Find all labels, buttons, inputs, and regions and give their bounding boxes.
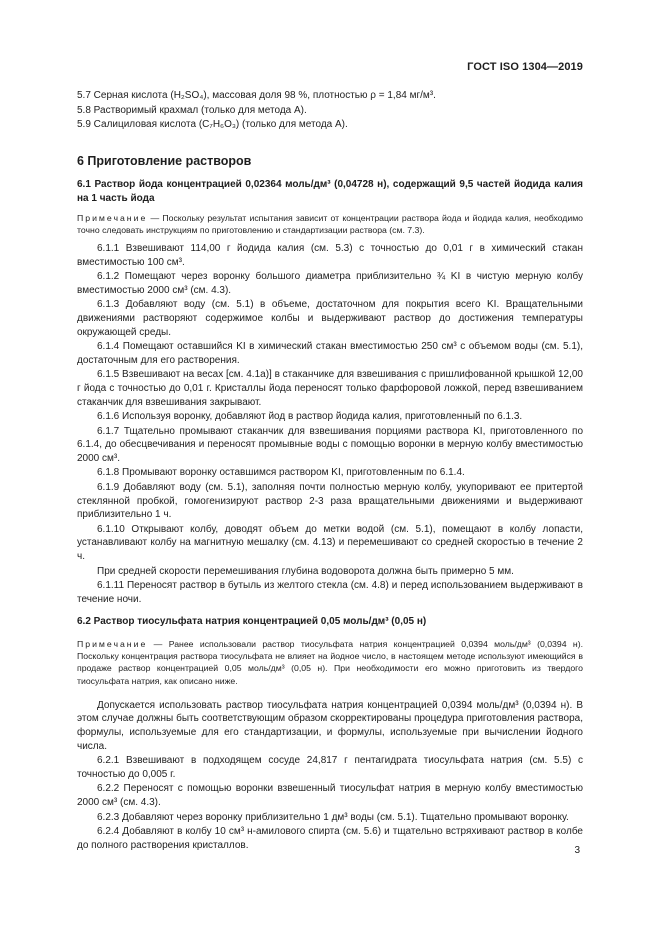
step-6-2-4: 6.2.4 Добавляют в колбу 10 см³ н-амилового спирта (см. 5.6) и тщательно встряхивают раствор в колбе до полного растворения кристаллов. xyxy=(77,826,583,851)
step-6-1-10: 6.1.10 Открывают колбу, доводят объем до метки водой (см. 5.1), помещают в колбу лопасти, устанавливают колбу на магнитную мешалку (см. 4.13) и перемешивают со средней скоростью в течение 2 ч. xyxy=(77,523,583,563)
step-6-1-6: 6.1.6 Используя воронку, добавляют йод в раствор йодида калия, приготовленный по 6.1.3. xyxy=(97,411,523,423)
subsection-6-1-title: 6.1 Раствор йода концентрацией 0,02364 моль/дм³ (0,04728 н), содержащий 9,5 частей йодида калия на 1 часть йода xyxy=(77,179,583,204)
material-item: 5.9 Салициловая кислота (C₇H₆O₃) (только для метода А). xyxy=(77,119,348,131)
material-item: 5.7 Серная кислота (H₂SO₄), массовая доля 98 %, плотностью ρ = 1,84 мг/м³. xyxy=(77,90,436,101)
step-6-1-1: 6.1.1 Взвешивают 114,00 г йодида калия (см. 5.3) с точностью до 0,01 г в химический стакан вместимостью 100 см³. xyxy=(77,242,583,268)
note-label: Примечание xyxy=(77,639,148,649)
section-6-2-intro: Допускается использовать раствор тиосульфата натрия концентрацией 0,0394 моль/дм³ (0,0394 н). В этом случае должны быть соответствующим образом скорректированы процедура приготовления раствора, формулы, используемые для его стандартизации, и формулы, используемые при вычислении йодного числа. xyxy=(77,699,583,752)
note-6-1 xyxy=(77,212,583,236)
note-text: — Поскольку результат испытания зависит от концентрации раствора йода и йодида калия, необходимо точно следовать инструкциям по приготовлению и стандартизации раствора (см. 7.3). xyxy=(77,212,583,235)
note-text: — Ранее использовали раствор тиосульфата натрия концентрацией 0,0394 моль/дм³ (0,0394 н). Поскольку концентрация раствора тиосульфата не влияет на йодное число, в настоящем методе используют имеющийся в продаже раствор концентрацией 0,05 моль/дм³ (0,05 н). При необходимости его можно приготовить из твердого тиосульфата натрия, как описано ниже. xyxy=(77,639,583,686)
step-6-1-5: 6.1.5 Взвешивают на весах [см. 4.1а)] в стаканчике для взвешивания с пришлифованной крышкой 12,00 г йода с точностью до 0,01 г. Кристаллы йода переносят только фарфоровой ложкой, перед взвешиванием стаканчик для взвешивания закрывают. xyxy=(77,369,583,408)
step-6-1-11: 6.1.11 Переносят раствор в бутыль из желтого стекла (см. 4.8) и перед использованием выдерживают в течение ночи. xyxy=(77,580,583,605)
step-6-1-3: 6.1.3 Добавляют воду (см. 5.1) в объеме, достаточном для покрытия всего KI. Вращательными движениями растворяют содержимое колбы и выдерживают раствор до достижения температуры окружающей среды. xyxy=(77,299,583,338)
step-6-1-4: 6.1.4 Помещают оставшийся KI в химический стакан вместимостью 250 см³ с объемом воды (см. 5.1), достаточным для его растворения. xyxy=(77,341,583,366)
step-6-1-9: 6.1.9 Добавляют воду (см. 5.1), заполняя почти полностью мерную колбу, укупоривают ее притертой стеклянной пробкой, гомогенизируют раствор 2-3 раза вращательными движениями и выдерживают приблизительно 1 ч. xyxy=(77,482,583,521)
subsection-6-2-title: 6.2 Раствор тиосульфата натрия концентрацией 0,05 моль/дм³ (0,05 н) xyxy=(77,616,427,628)
step-6-1-7: 6.1.7 Тщательно промывают стаканчик для взвешивания порциями раствора KI, приготовленного по 6.1.4, до обесцвечивания и переносят промывные воды с помощью воронки в мерную колбу вместимостью 2000 см³. xyxy=(77,425,583,464)
step-6-2-1: 6.2.1 Взвешивают в подходящем сосуде 24,817 г пентагидрата тиосульфата натрия (см. 5.5) с точностью до 0,005 г. xyxy=(77,755,583,780)
materials-list xyxy=(77,89,583,132)
page-content xyxy=(77,89,583,853)
material-item: 5.8 Растворимый крахмал (только для метода А). xyxy=(77,104,307,116)
page-number: 3 xyxy=(574,845,580,856)
note-label: Примечание xyxy=(77,212,148,223)
step-6-2-2: 6.2.2 Переносят с помощью воронки взвешенный тиосульфат натрия в мерную колбу вместимостью 2000 см³ (см. 4.3). xyxy=(77,783,583,808)
step-6-1-2: 6.1.2 Помещают через воронку большого диаметра приблизительно ¾ KI в чистую мерную колбу вместимостью 2000 см³ (см. 4.3). xyxy=(77,271,583,296)
step-6-1-8: 6.1.8 Промывают воронку оставшимся раствором KI, приготовленным по 6.1.4. xyxy=(97,467,465,479)
standard-code-header: ГОСТ ISO 1304—2019 xyxy=(467,61,583,73)
step-6-1-10-remark: При средней скорости перемешивания глубина водоворота должна быть примерно 5 мм. xyxy=(97,565,514,577)
step-6-2-3: 6.2.3 Добавляют через воронку приблизительно 1 дм³ воды (см. 5.1). Тщательно промывают воронку. xyxy=(97,811,569,823)
note-6-2 xyxy=(77,638,583,687)
section-6-title: 6 Приготовление растворов xyxy=(77,153,252,168)
